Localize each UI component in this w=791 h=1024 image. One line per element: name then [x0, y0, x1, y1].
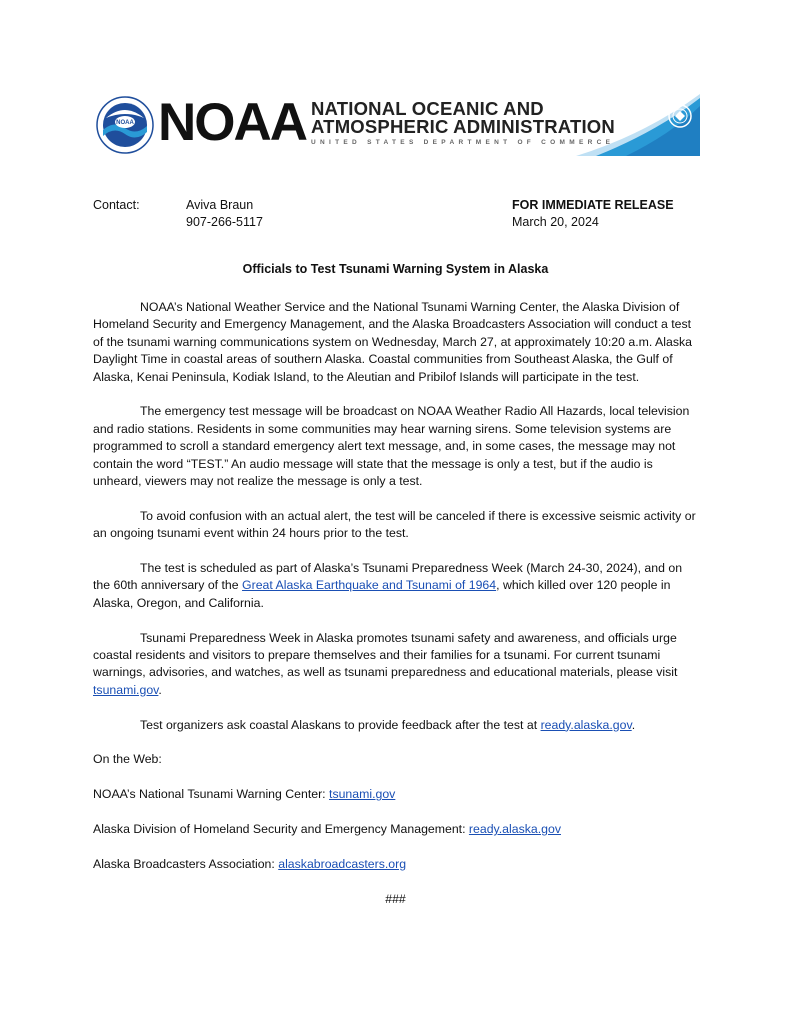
letterhead — [96, 94, 700, 158]
paragraph-5 — [93, 630, 698, 700]
agency-name — [311, 100, 615, 146]
release-label: FOR IMMEDIATE RELEASE — [512, 198, 674, 212]
web-item-aba — [93, 856, 698, 873]
paragraph-3: To avoid confusion with an actual alert, the test will be canceled if there is excessive seismic activity or an ongoing tsunami event within 24 hours prior to the test. — [93, 508, 696, 541]
release-date: March 20, 2024 — [512, 215, 599, 229]
svg-text:NOAA: NOAA — [116, 120, 134, 126]
paragraph-4 — [93, 560, 698, 612]
web-link-alaskabroadcasters[interactable]: alaskabroadcasters.org — [278, 856, 407, 871]
agency-line-2: ATMOSPHERIC ADMINISTRATION — [311, 116, 615, 137]
paragraph-6-text-b: . — [631, 717, 636, 732]
web-item-label: NOAA’s National Tsunami Warning Center: — [93, 787, 330, 802]
paragraph-5-text-a: Tsunami Preparedness Week in Alaska promotes tsunami safety and awareness, and officials urge coastal residents and visitors to prepare themselves and their families for a tsunami. For current tsunami warnings, advisories, and watches, as well as tsunami preparedness and educational materials, please visit — [93, 630, 678, 680]
page-title: Officials to Test Tsunami Warning System in Alaska — [242, 262, 549, 276]
paragraph-6 — [93, 717, 698, 734]
paragraph-4-text-b: , which killed over 120 people in Alaska, Oregon, and California. — [93, 578, 671, 610]
tsunami-gov-link[interactable]: tsunami.gov — [93, 682, 159, 697]
end-mark: ### — [385, 891, 406, 906]
commerce-swoosh-logo — [576, 94, 700, 156]
noaa-wordmark: NOAA — [158, 93, 307, 152]
noaa-seal-logo — [96, 96, 154, 154]
paragraph-2: The emergency test message will be broadcast on NOAA Weather Radio All Hazards, local television and radio stations. Residents in some communities may hear warning sirens. Some television systems are programmed to scroll a standard emergency alert text message, and, in some cases, the message may not contain the word “TEST.” An audio message will state that the message is only a test, but if the audio is unheard, viewers may not realize the message is only a test. — [93, 404, 690, 489]
paragraph-6-text-a: Test organizers ask coastal Alaskans to provide feedback after the test at — [140, 717, 541, 732]
contact-label: Contact: — [93, 198, 140, 212]
web-item-dhsem — [93, 821, 698, 838]
earthquake-1964-link[interactable]: Great Alaska Earthquake and Tsunami of 1964 — [242, 578, 497, 593]
press-release-body — [93, 299, 698, 925]
ready-alaska-link[interactable]: ready.alaska.gov — [540, 717, 632, 732]
paragraph-4-text-a: The test is scheduled as part of Alaska’s Tsunami Preparedness Week (March 24-30, 2024), and on the 60th anniversary of the — [93, 561, 683, 593]
web-item-label: Alaska Broadcasters Association: — [93, 856, 279, 871]
on-the-web-list — [93, 786, 698, 873]
paragraph-5-text-b: . — [158, 682, 162, 697]
web-item-ntwc — [93, 786, 698, 803]
agency-line-1: NATIONAL OCEANIC AND — [311, 98, 544, 119]
web-link-ready-alaska[interactable]: ready.alaska.gov — [468, 822, 561, 837]
contact-name: Aviva Braun — [186, 198, 254, 212]
contact-phone: 907-266-5117 — [186, 215, 263, 229]
web-item-label: Alaska Division of Homeland Security and Emergency Management: — [93, 822, 469, 837]
paragraph-1: NOAA’s National Weather Service and the National Tsunami Warning Center, the Alaska Division of Homeland Security and Emergency Management, and the Alaska Broadcasters Association will conduct a test of the tsunami warning communications system on Wednesday, March 27, at approximately 10:20 a.m. Alaska Daylight Time in coastal areas of southern Alaska. Coastal communities from Southeast Alaska, the Gulf of Alaska, Kenai Peninsula, Kodiak Island, to the Aleutian and Pribilof Islands will participate in the test. — [93, 300, 692, 384]
on-the-web-heading: On the Web: — [93, 752, 162, 767]
web-link-tsunami-gov[interactable]: tsunami.gov — [329, 787, 396, 802]
department-line: UNITED STATES DEPARTMENT OF COMMERCE — [311, 139, 615, 146]
